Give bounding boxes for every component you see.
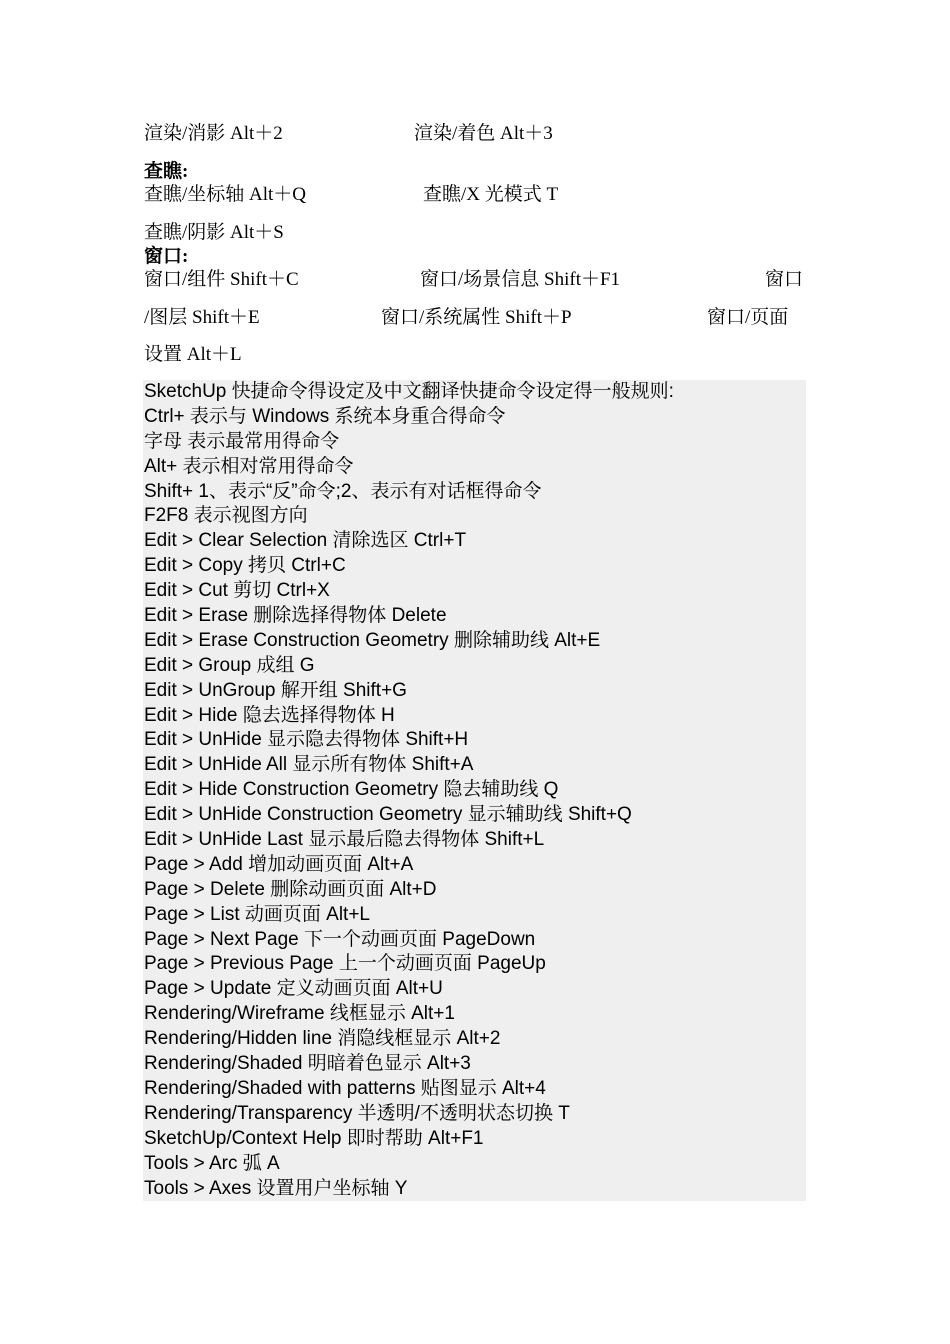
list-item: Ctrl+ 表示与 Windows 系统本身重合得命令 <box>144 405 506 427</box>
list-item: Page > Delete 删除动画页面 Alt+D <box>144 878 437 900</box>
list-item: F2F8 表示视图方向 <box>144 505 308 527</box>
list-item: Page > Previous Page 上一个动画页面 PageUp <box>144 953 546 975</box>
list-item: SketchUp 快捷命令得设定及中文翻译快捷命令设定得一般规则: <box>144 381 674 402</box>
list-item: 字母 表示最常用得命令 <box>144 430 340 452</box>
list-item: Edit > Erase Construction Geometry 删除辅助线 Alt+E <box>144 629 601 651</box>
list-item: Edit > Hide Construction Geometry 隐去辅助线 Q <box>144 779 559 801</box>
list-item: Tools > Arc 弧 A <box>144 1152 280 1174</box>
list-item: Page > Add 增加动画页面 Alt+A <box>144 853 414 875</box>
text-view-shadow: 查瞧/阴影 Alt＋S <box>144 222 284 243</box>
list-item: Edit > UnHide 显示隐去得物体 Shift+H <box>144 729 469 751</box>
list-item: SketchUp/Context Help 即时帮助 Alt+F1 <box>144 1127 484 1149</box>
heading-window: 窗口: <box>144 246 189 267</box>
list-item: Edit > Hide 隐去选择得物体 H <box>144 704 395 726</box>
list-item: Shift+ 1、表示“反”命令;2、表示有对话框得命令 <box>144 480 542 502</box>
shortcut-list <box>143 380 806 1201</box>
text-view-axes: 查瞧/坐标轴 Alt＋Q <box>144 184 307 205</box>
text-window-components: 窗口/组件 Shift＋C <box>144 269 299 290</box>
list-item: Tools > Axes 设置用户坐标轴 Y <box>144 1177 408 1199</box>
text-page-settings: 设置 Alt＋L <box>144 344 242 365</box>
list-item: Page > List 动画页面 Alt+L <box>144 903 370 925</box>
text-window-scene-info: 窗口/场景信息 Shift＋F1 <box>420 269 621 290</box>
heading-view: 查瞧: <box>144 161 189 182</box>
list-item: Page > Next Page 下一个动画页面 PageDown <box>144 928 536 950</box>
list-item: Rendering/Shaded with patterns 贴图显示 Alt+4 <box>144 1077 546 1099</box>
list-item: Edit > UnHide All 显示所有物体 Shift+A <box>144 754 474 776</box>
text-window-layers: /图层 Shift＋E <box>144 307 260 328</box>
list-item: Edit > UnGroup 解开组 Shift+G <box>144 679 407 701</box>
list-item: Edit > UnHide Construction Geometry 显示辅助线 Shift+Q <box>144 804 632 826</box>
list-item: Rendering/Shaded 明暗着色显示 Alt+3 <box>144 1053 471 1075</box>
list-item: Edit > Group 成组 G <box>144 654 315 676</box>
list-item: Rendering/Wireframe 线框显示 Alt+1 <box>144 1003 455 1025</box>
list-item: Edit > Erase 删除选择得物体 Delete <box>144 605 447 627</box>
list-item: Rendering/Transparency 半透明/不透明状态切换 T <box>144 1102 570 1124</box>
text-render-shaded: 渲染/着色 Alt＋3 <box>414 123 553 144</box>
text-window-prefix: 窗口 <box>765 269 804 290</box>
list-item: Edit > Clear Selection 清除选区 Ctrl+T <box>144 530 467 552</box>
list-item: Edit > UnHide Last 显示最后隐去得物体 Shift+L <box>144 829 545 851</box>
list-item: Page > Update 定义动画页面 Alt+U <box>144 978 443 1000</box>
text-render-hidden: 渲染/消影 Alt＋2 <box>144 123 283 144</box>
list-item: Alt+ 表示相对常用得命令 <box>144 455 354 477</box>
text-window-system-properties: 窗口/系统属性 Shift＋P <box>381 307 572 328</box>
list-item: Rendering/Hidden line 消隐线框显示 Alt+2 <box>144 1028 501 1050</box>
text-view-xray: 查瞧/X 光模式 T <box>423 184 559 205</box>
list-item: Edit > Copy 拷贝 Ctrl+C <box>144 555 346 577</box>
list-item: Edit > Cut 剪切 Ctrl+X <box>144 580 330 602</box>
text-window-pages: 窗口/页面 <box>707 307 789 328</box>
